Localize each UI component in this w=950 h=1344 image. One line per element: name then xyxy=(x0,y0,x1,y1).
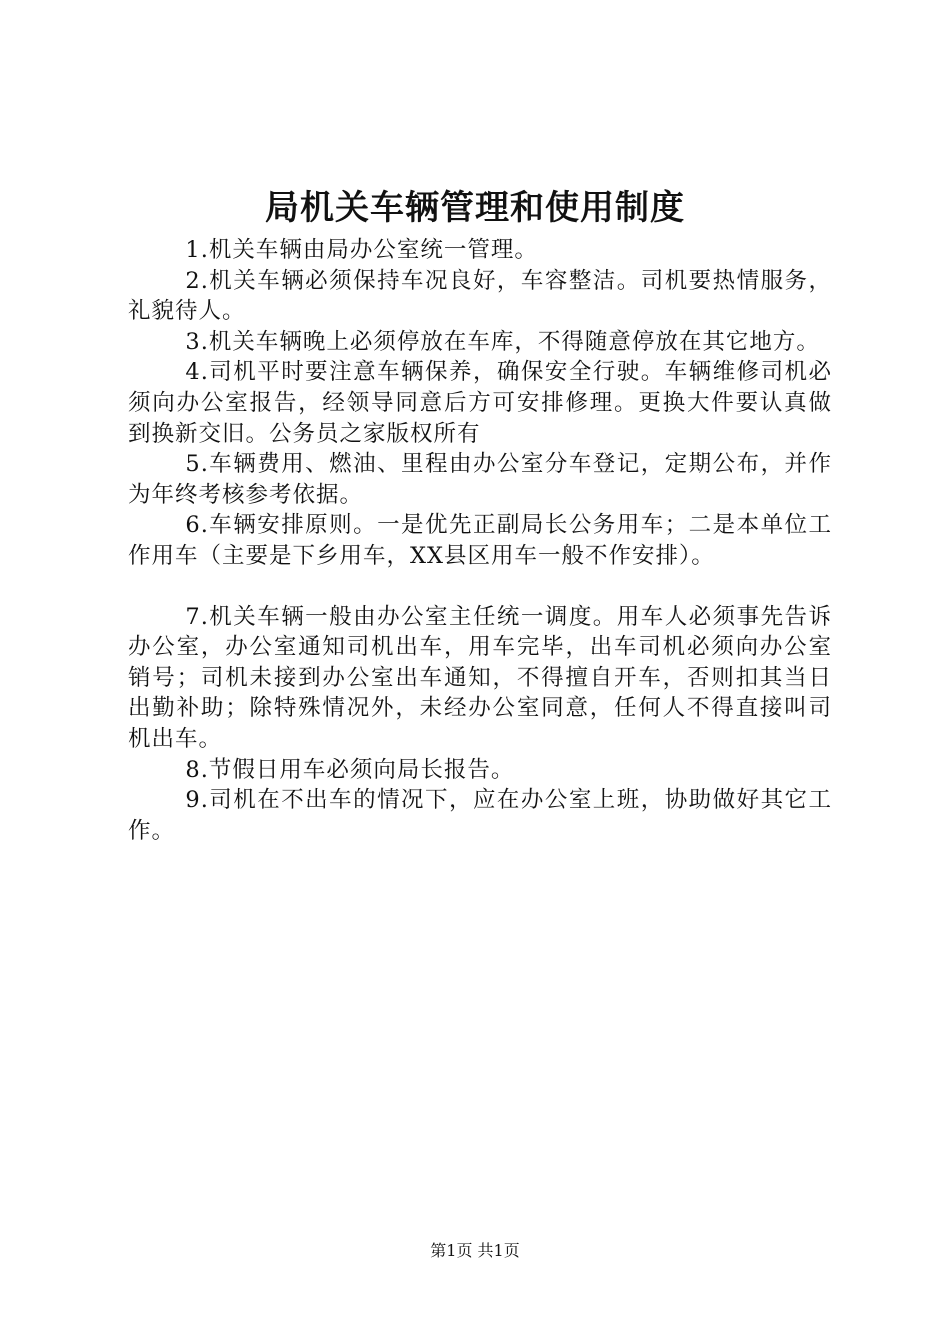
paragraph-3: 3.机关车辆晚上必须停放在车库，不得随意停放在其它地方。 xyxy=(185,328,820,355)
paragraph-7: 7.机关车辆一般由办公室主任统一调度。用车人必须事先告诉办公室，办公室通知司机出车，用车完毕，出车司机必须向办公室销号；司机未接到办公室出车通知，不得擅自开车，否则扣其当日出勤补助；除特殊情况外，未经办公室同意，任何人不得直接叫司机出车。 xyxy=(128,603,832,752)
paragraph-6: 6.车辆安排原则。一是优先正副局长公务用车；二是本单位工作用车（主要是下乡用车，XX县区用车一般不作安排）。 xyxy=(128,512,832,569)
paragraph-8: 8.节假日用车必须向局长报告。 xyxy=(185,756,515,783)
paragraph-9: 9.司机在不出车的情况下，应在办公室上班，协助做好其它工作。 xyxy=(128,787,832,844)
page-footer: 第1页 共1页 xyxy=(430,1241,520,1260)
paragraph-5: 5.车辆费用、燃油、里程由办公室分车登记，定期公布，并作为年终考核参考依据。 xyxy=(128,451,832,508)
paragraph-2: 2.机关车辆必须保持车况良好，车容整洁。司机要热情服务，礼貌待人。 xyxy=(128,267,832,325)
paragraph-4: 4.司机平时要注意车辆保养，确保安全行驶。车辆维修司机必须向办公室报告，经领导同意后方可安排修理。更换大件要认真做到换新交旧。公务员之家版权所有 xyxy=(128,359,832,447)
paragraph-1: 1.机关车辆由局办公室统一管理。 xyxy=(185,237,538,263)
document-title: 局机关车辆管理和使用制度 xyxy=(265,188,685,228)
document-body xyxy=(128,235,832,846)
